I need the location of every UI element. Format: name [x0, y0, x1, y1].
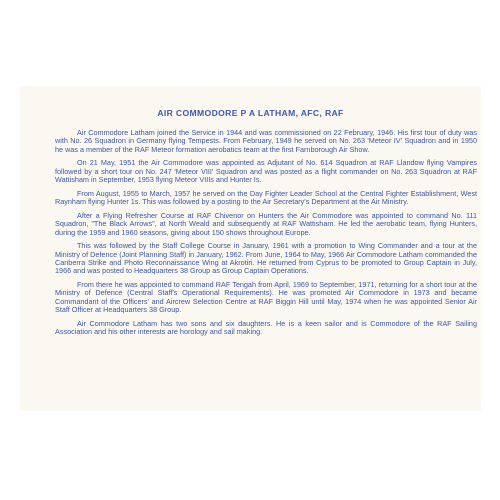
document-title: AIR COMMODORE P A LATHAM, AFC, RAF	[157, 108, 344, 118]
biography-card	[20, 86, 481, 411]
paragraph-early-career: Air Commodore Latham joined the Service in 1944 and was commissioned on 22 February, 1946. His first tour of duty was with No. 26 Squadron in Germany flying Tempests. From February, 1949 he served on No. 263 'Meteor IV' Squadron and in 1950 he was a member of the RAF Meteor formation aerobatics team at the first Farnborough Air Show.	[55, 128, 477, 154]
paragraph-black-arrows: After a Flying Refresher Course at RAF Chivenor on Hunters the Air Commodore was appointed to command No. 111 Squadron, "The Black Arrows", at North Weald and subsequently at RAF Wattisham. He led the aerobatic team, flying Hunters, during the 1959 and 1960 seasons, giving about 150 shows throughout Europe.	[55, 210, 477, 237]
paragraph-tengah-command: From there he was appointed to command RAF Tengah from April, 1969 to September, 1971, returning for a short tour at the Ministry of Defence (Central Staff's Operational Requirements). He was promoted Air Commodore in 1973 and became Commandant of the Officers' and Aircrew Selection Centre at RAF Biggin Hill until May, 1974 when he was appointed Senior Air Staff Officer at Headquarters 38 Group.	[55, 280, 477, 315]
paragraph-adjutant: On 21 May, 1951 the Air Commodore was appointed as Adjutant of No. 614 Squadron at RAF Llandow flying Vampires followed by a short tour on No. 247 'Meteor VIII' Squadron and was posted as a flight commander on No. 263 Squadron at RAF Wattisham in September, 1953 flying Meteor VIIIs and Hunter Is.	[55, 158, 477, 185]
biography-body	[55, 129, 477, 342]
paragraph-staff-college: This was followed by the Staff College Course in January, 1961 with a promotion to Wing Commander and a tour at the Ministry of Defence (Joint Planning Staff) in January, 1962. From June, 1964 to May, 1966 Air Commodore Latham commanded the Canberra Strike and Photo Reconnaissance Wing at Akrotiri. He returned from Cyprus to be promoted to Group Captain in July, 1966 and was posted to Headquarters 38 Group as Group Captain Operations.	[55, 241, 477, 276]
paragraph-day-fighter-school: From August, 1955 to March, 1957 he served on the Day Fighter Leader School at the Central Fighter Establishment, West Raynham flying Hunter 1s. This was followed by a posting to the Air Secretary's Department at the Air Ministry.	[55, 188, 477, 207]
paragraph-personal: Air Commodore Latham has two sons and six daughters. He is a keen sailor and is Commodore of the RAF Sailing Association and his other interests are horology and sail making.	[55, 318, 477, 337]
